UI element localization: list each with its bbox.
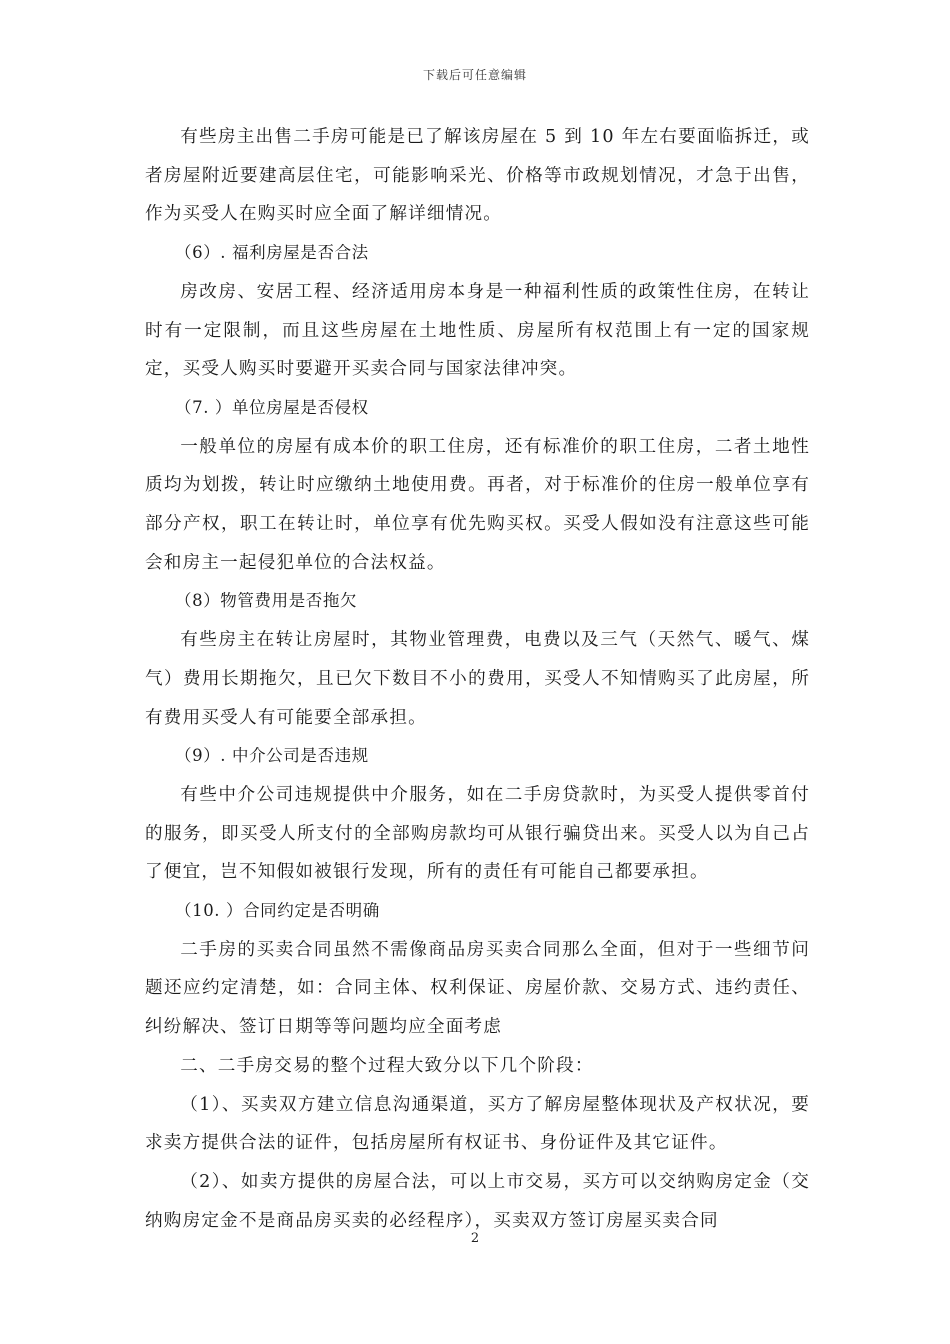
paragraph-contract-terms: 二手房的买卖合同虽然不需像商品房买卖合同那么全面，但对于一些细节问题还应约定清楚，如：合同主体、权利保证、房屋价款、交易方式、违约责任、纠纷解决、签订日期等等问题均应全面考虑 (145, 939, 810, 1038)
page-number: 2 (470, 1231, 480, 1246)
document-body (145, 118, 810, 1240)
heading-unit-housing: （7. ）单位房屋是否侵权 (175, 397, 369, 417)
paragraph-welfare-housing: 房改房、安居工程、经济适用房本身是一种福利性质的政策性住房，在转让时有一定限制，而且这些房屋在土地性质、房屋所有权范围上有一定的国家规定，买受人购买时要避开买卖合同与国家法律冲突。 (145, 281, 810, 380)
paragraph-property-fees: 有些房主在转让房屋时，其物业管理费，电费以及三气（天然气、暖气、煤气）费用长期拖欠，且已欠下数目不小的费用，买受人不知情购买了此房屋，所有费用买受人有可能要全部承担。 (145, 630, 810, 728)
heading-agency-violation: （9）. 中介公司是否违规 (175, 746, 369, 766)
paragraph-demolition-planning: 有些房主出售二手房可能是已了解该房屋在 5 到 10 年左右要面临拆迁，或者房屋附近要建高层住宅，可能影响采光、价格等市政规划情况，才急于出售，作为买受人在购买时应全面了解详细情况。 (145, 127, 810, 225)
heading-welfare-housing: （6）. 福利房屋是否合法 (175, 243, 369, 263)
heading-property-fees: （8）物管费用是否拖欠 (175, 591, 358, 611)
paragraph-section-two-intro: 二、二手房交易的整个过程大致分以下几个阶段： (180, 1055, 594, 1076)
paragraph-stage-two: （2）、如卖方提供的房屋合法，可以上市交易，买方可以交纳购房定金（交纳购房定金不是商品房买卖的必经程序），买卖双方签订房屋买卖合同 (145, 1171, 810, 1231)
paragraph-agency-violation: 有些中介公司违规提供中介服务，如在二手房贷款时，为买受人提供零首付的服务，即买受人所支付的全部购房款均可从银行骗贷出来。买受人以为自己占了便宜，岂不知假如被银行发现，所有的责任有可能自己都要承担。 (145, 784, 810, 883)
paragraph-stage-one: （1）、买卖双方建立信息沟通渠道，买方了解房屋整体现状及产权状况，要求卖方提供合法的证件，包括房屋所有权证书、身份证件及其它证件。 (145, 1094, 810, 1154)
paragraph-unit-housing: 一般单位的房屋有成本价的职工住房，还有标准价的职工住房，二者土地性质均为划拨，转让时应缴纳土地使用费。再者，对于标准价的住房一般单位享有部分产权，职工在转让时，单位享有优先购买权。买受人假如没有注意这些可能会和房主一起侵犯单位的合法权益。 (145, 436, 810, 573)
heading-contract-terms: （10. ）合同约定是否明确 (175, 901, 380, 921)
page-header: 下载后可任意编辑 (422, 68, 527, 82)
